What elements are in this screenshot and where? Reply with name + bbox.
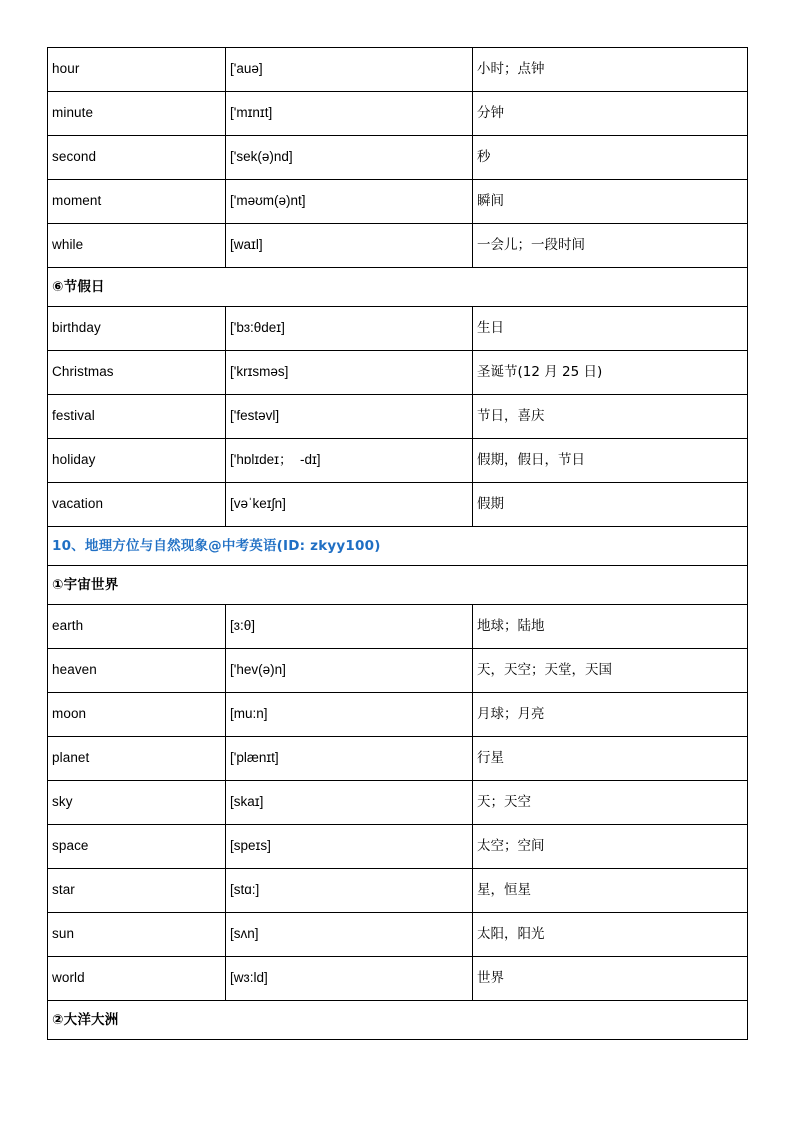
phonetic-cell [226, 307, 473, 351]
word-cell [48, 693, 226, 737]
phonetic-text: [mu:n] [230, 706, 268, 722]
meaning-text: 假期，假日，节日 [477, 452, 585, 469]
meaning-text: 瞬间 [477, 193, 504, 210]
phonetic-text: [sʌn] [230, 926, 259, 942]
phonetic-cell [226, 693, 473, 737]
phonetic-cell [226, 48, 473, 92]
word-cell [48, 869, 226, 913]
phonetic-text: [stɑ:] [230, 882, 260, 898]
meaning-text: 天；天空 [477, 794, 531, 811]
word-text: holiday [52, 452, 96, 468]
word-cell [48, 224, 226, 268]
meaning-text: 星，恒星 [477, 882, 531, 899]
meaning-cell [473, 649, 748, 693]
table-row [48, 92, 748, 136]
word-text: festival [52, 408, 95, 424]
meaning-cell [473, 869, 748, 913]
word-text: birthday [52, 320, 101, 336]
word-cell [48, 48, 226, 92]
phonetic-cell [226, 649, 473, 693]
chapter-heading-row [48, 527, 748, 566]
section-heading-row [48, 566, 748, 605]
table-row [48, 136, 748, 180]
word-cell [48, 781, 226, 825]
word-text: moon [52, 706, 87, 722]
phonetic-cell [226, 869, 473, 913]
table-row [48, 737, 748, 781]
chapter-heading-cell [48, 527, 748, 566]
word-text: minute [52, 105, 94, 121]
meaning-cell [473, 913, 748, 957]
meaning-cell [473, 605, 748, 649]
meaning-cell [473, 136, 748, 180]
phonetic-cell [226, 605, 473, 649]
phonetic-text: ['bɜ:θdeɪ] [230, 320, 285, 336]
section-heading-row [48, 1001, 748, 1040]
phonetic-cell [226, 439, 473, 483]
phonetic-text: ['mɪnɪt] [230, 105, 273, 121]
meaning-text: 圣诞节(12 月 25 日) [477, 364, 603, 381]
vocabulary-table [47, 47, 748, 1040]
vocabulary-table-body [48, 48, 748, 1040]
meaning-text: 行星 [477, 750, 504, 767]
section-heading-text: ①宇宙世界 [52, 576, 119, 593]
word-text: second [52, 149, 97, 165]
phonetic-cell [226, 180, 473, 224]
table-row [48, 48, 748, 92]
word-cell [48, 957, 226, 1001]
table-row [48, 605, 748, 649]
phonetic-text: [wɜ:ld] [230, 970, 268, 986]
phonetic-text: ['hɒlɪdeɪ； -dɪ] [230, 452, 321, 468]
phonetic-cell [226, 825, 473, 869]
section-heading-text: ②大洋大洲 [52, 1011, 119, 1028]
word-text: sky [52, 794, 73, 810]
word-cell [48, 136, 226, 180]
meaning-cell [473, 395, 748, 439]
phonetic-cell [226, 136, 473, 180]
phonetic-text: [ɜ:θ] [230, 618, 255, 634]
table-row [48, 307, 748, 351]
phonetic-text: ['festəvl] [230, 408, 280, 424]
section-heading-cell [48, 1001, 748, 1040]
section-heading-cell [48, 566, 748, 605]
phonetic-text: [waɪl] [230, 237, 263, 253]
table-row [48, 913, 748, 957]
meaning-text: 太空；空间 [477, 838, 545, 855]
meaning-cell [473, 737, 748, 781]
table-row [48, 693, 748, 737]
meaning-text: 天，天空；天堂，天国 [477, 662, 612, 679]
word-cell [48, 825, 226, 869]
meaning-cell [473, 92, 748, 136]
meaning-cell [473, 781, 748, 825]
table-row [48, 649, 748, 693]
meaning-cell [473, 351, 748, 395]
word-text: hour [52, 61, 80, 77]
meaning-cell [473, 180, 748, 224]
chapter-heading-text: 10、地理方位与自然现象@中考英语(ID: zkyy100) [52, 537, 381, 554]
word-text: planet [52, 750, 90, 766]
word-text: world [52, 970, 85, 986]
phonetic-cell [226, 781, 473, 825]
phonetic-text: ['plænɪt] [230, 750, 279, 766]
meaning-text: 分钟 [477, 105, 504, 122]
meaning-text: 假期 [477, 496, 504, 513]
word-text: earth [52, 618, 84, 634]
table-row [48, 957, 748, 1001]
table-row [48, 180, 748, 224]
section-heading-text: ⑥节假日 [52, 278, 105, 295]
table-row [48, 869, 748, 913]
meaning-cell [473, 224, 748, 268]
word-text: star [52, 882, 75, 898]
section-heading-row [48, 268, 748, 307]
table-row [48, 781, 748, 825]
meaning-text: 小时；点钟 [477, 61, 545, 78]
table-row [48, 483, 748, 527]
phonetic-text: [speɪs] [230, 838, 271, 854]
meaning-text: 月球；月亮 [477, 706, 545, 723]
phonetic-cell [226, 224, 473, 268]
meaning-text: 世界 [477, 970, 504, 987]
word-cell [48, 307, 226, 351]
word-cell [48, 351, 226, 395]
meaning-text: 秒 [477, 149, 491, 166]
phonetic-text: ['sek(ə)nd] [230, 149, 293, 165]
meaning-text: 生日 [477, 320, 504, 337]
word-cell [48, 649, 226, 693]
table-row [48, 439, 748, 483]
table-row [48, 825, 748, 869]
word-text: sun [52, 926, 75, 942]
phonetic-cell [226, 92, 473, 136]
phonetic-text: ['hev(ə)n] [230, 662, 286, 678]
phonetic-cell [226, 957, 473, 1001]
word-cell [48, 737, 226, 781]
table-row [48, 395, 748, 439]
meaning-cell [473, 483, 748, 527]
phonetic-cell [226, 351, 473, 395]
phonetic-cell [226, 913, 473, 957]
word-text: moment [52, 193, 102, 209]
meaning-cell [473, 957, 748, 1001]
phonetic-cell [226, 395, 473, 439]
table-row [48, 224, 748, 268]
meaning-cell [473, 825, 748, 869]
word-text: while [52, 237, 84, 253]
word-text: heaven [52, 662, 97, 678]
section-heading-cell [48, 268, 748, 307]
phonetic-text: [vəˈkeɪʃn] [230, 496, 286, 512]
phonetic-cell [226, 737, 473, 781]
phonetic-text: ['krɪsməs] [230, 364, 289, 380]
word-cell [48, 395, 226, 439]
meaning-cell [473, 307, 748, 351]
word-cell [48, 913, 226, 957]
meaning-cell [473, 48, 748, 92]
meaning-text: 太阳，阳光 [477, 926, 545, 943]
word-cell [48, 605, 226, 649]
word-cell [48, 439, 226, 483]
meaning-cell [473, 693, 748, 737]
phonetic-text: ['auə] [230, 61, 263, 77]
meaning-cell [473, 439, 748, 483]
word-text: vacation [52, 496, 104, 512]
word-cell [48, 483, 226, 527]
word-cell [48, 92, 226, 136]
phonetic-text: [skaɪ] [230, 794, 264, 810]
word-text: Christmas [52, 364, 114, 380]
meaning-text: 节日，喜庆 [477, 408, 545, 425]
phonetic-text: ['məʊm(ə)nt] [230, 193, 306, 209]
meaning-text: 地球；陆地 [477, 618, 545, 635]
meaning-text: 一会儿；一段时间 [477, 237, 585, 254]
word-text: space [52, 838, 89, 854]
table-row [48, 351, 748, 395]
phonetic-cell [226, 483, 473, 527]
word-cell [48, 180, 226, 224]
